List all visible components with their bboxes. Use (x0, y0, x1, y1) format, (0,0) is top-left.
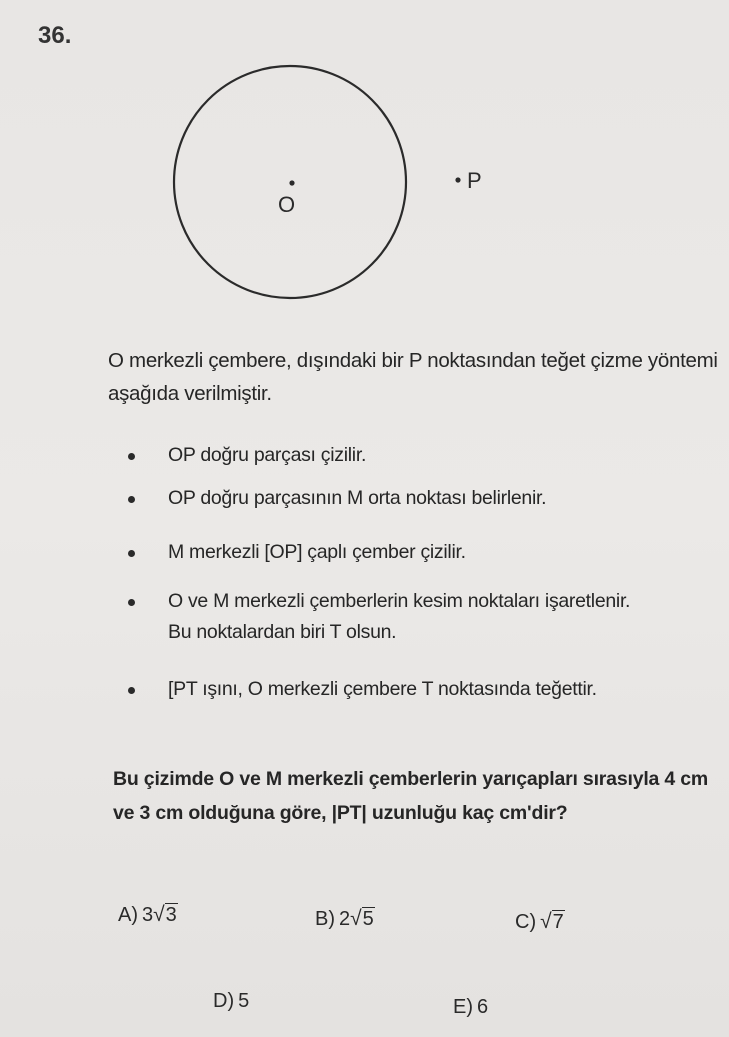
option-radicand: 5 (362, 908, 374, 930)
option-value: 6 (477, 996, 489, 1018)
bullet-icon (128, 496, 135, 503)
option-a[interactable] (118, 903, 178, 927)
option-key: D) (213, 990, 235, 1012)
step-text: O ve M merkezli çemberlerin kesim noktaları işaretlenir. Bu noktalardan biri T olsun. (168, 590, 631, 643)
sqrt-icon: √ (350, 907, 362, 930)
question-text: Bu çizimde O ve M merkezli çemberlerin yarıçapları sırasıyla 4 cm ve 3 cm olduğuna göre, |PT| uzunluğu kaç cm'dir? (113, 768, 709, 824)
option-value: 5 (238, 990, 250, 1012)
step-text: M merkezli [OP] çaplı çember çizilir. (168, 541, 466, 563)
option-key: E) (453, 996, 473, 1018)
sqrt-icon: √ (153, 903, 165, 926)
option-radicand: 7 (552, 911, 564, 933)
step-text: [PT ışını, O merkezli çembere T noktasında teğettir. (168, 678, 597, 700)
center-point-o (289, 180, 294, 185)
center-label-o: O (278, 192, 296, 217)
geometry-figure (170, 55, 530, 315)
point-label-p: P (467, 168, 482, 193)
bullet-icon (128, 687, 135, 694)
step-text: OP doğru parçasının M orta noktası belirlenir. (168, 487, 547, 509)
option-d[interactable] (213, 990, 249, 1013)
option-coef: 3 (142, 904, 154, 926)
option-e[interactable] (453, 996, 488, 1019)
option-key: A) (118, 904, 138, 926)
option-b[interactable] (315, 907, 375, 931)
bullet-icon (128, 453, 135, 460)
option-radicand: 3 (165, 904, 177, 926)
option-c[interactable] (515, 910, 565, 934)
question-number: 36. (38, 22, 72, 49)
intro-text: O merkezli çembere, dışındaki bir P noktasından teğet çizme yöntemi aşağıda verilmiştir. (108, 349, 718, 405)
bullet-icon (128, 550, 135, 557)
option-key: B) (315, 908, 335, 930)
option-key: C) (515, 911, 537, 933)
point-p (455, 177, 460, 182)
sqrt-icon: √ (540, 910, 552, 933)
option-coef: 2 (339, 908, 351, 930)
step-text: OP doğru parçası çizilir. (168, 444, 367, 466)
bullet-icon (128, 599, 135, 606)
